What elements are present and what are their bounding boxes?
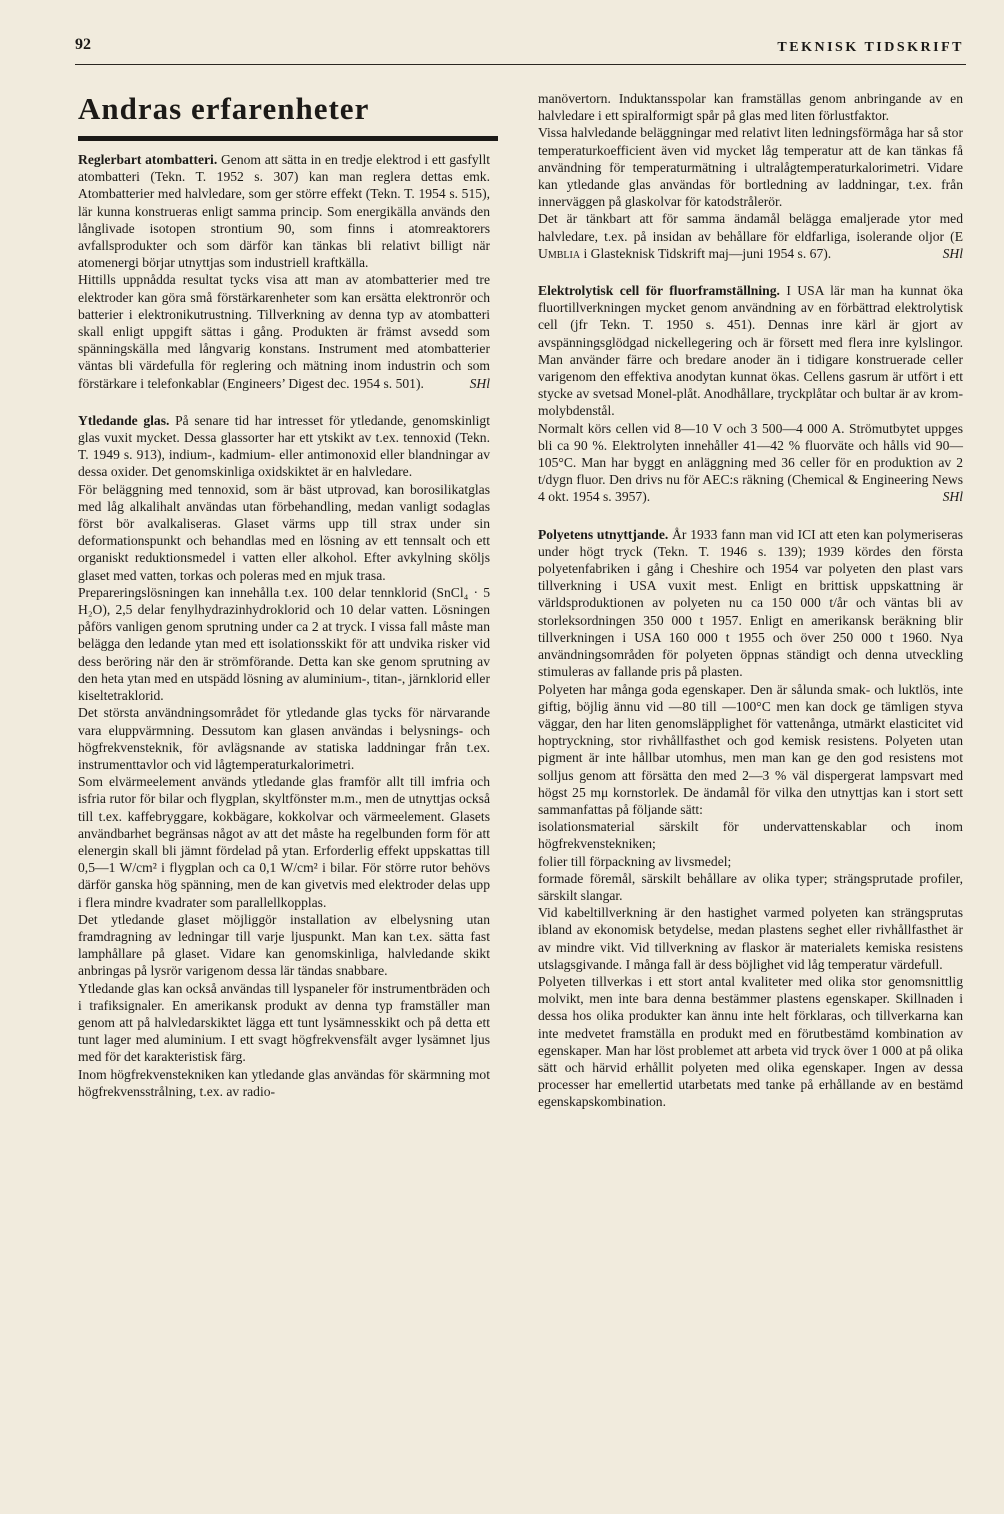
- heading-rule: [78, 136, 498, 141]
- paragraph-text: Hittills uppnådda resultat tycks visa att man av atombatterier med tre elektroder kan göra små förstärkarenheter som kan ersätta elektronrör och batterier i elektronikutrustning. Tillverkning av denna typ av atombatteri skall enligt uppgift sättas i gång. Produkten är främst avsedd som spänningskälla med långvarig konstans. Instrument med atombatterier väntas bli värdefulla för reglering och mätning inom industrin och som förstärkare i telefonkablar (Engineers’ Digest dec. 1954 s. 501).: [78, 272, 490, 391]
- journal-title: TEKNISK TIDSKRIFT: [777, 40, 964, 55]
- article-paragraph: Inom högfrekvenstekniken kan ytledande glas användas för skärmning mot högfrekvensstrålning, t.ex. av radio-: [78, 1066, 490, 1099]
- article-paragraph: Det ytledande glaset möjliggör installation av elbelysning utan framdragning av ledningar till varje ljuspunkt. Man kan t.ex. sätta fast lamphållare på glaset. Vidare kan genomskinliga, halvledande skikt anbringas på lysrör varigenom dessa lär tändas snabbare.: [78, 911, 490, 979]
- paragraph-text: På senare tid har intresset för ytledande, genomskinligt glas vuxit mycket. Dessa glassorter har ett ytskikt av t.ex. tennoxid (Tekn. T. 1949 s. 913), indium-, kadmium- eller antimonoxid eller blandningar av dessa oxider. Det genomskinliga oxidskiktet är en halvledare.: [78, 412, 491, 480]
- list-item: isolationsmaterial särskilt för undervattenskablar och inom högfrekvenstekniken;: [538, 819, 963, 852]
- list-item: formade föremål, särskilt behållare av olika typer; strängsprutade profiler, särskilt slangar.: [538, 870, 963, 903]
- paragraph-text: I USA lär man ha kunnat öka fluortillverkningen mycket genom användning av en förbättrad elektrolytisk cell (jfr Tekn. T. 1950 s. 451). Dennas inre kärl är gjort av avspänningsglödgad nickellegering och är försett med flera inre kylslingor. Man använder färre och bredare anoder än i tidigare konstruerade celler varigenom den effektiva anodytan kunnat ökas. Cellens gasrum är utfört i ett stycke av svetsad Monel-plåt. Anodhållare, tryckplåtar och bultar är av krom-molybdenstål.: [538, 283, 963, 419]
- article-paragraph: Polyeten tillverkas i ett stort antal kvaliteter med olika stor genomsnittlig molvikt, men inte bara denna bestämmer plastens egenskaper. Skillnaden i dessa hos olika produkter kan ännu inte helt förklaras, och tillverkarna kan inte medvetet framställa en produkt med en förutbestämd kombination av egenskaper. Man har löst problemet att arbeta vid tryck över 1 000 at på olika sätt och härvid erhållit polyeten med olika egenskaper. Ingen av dessa processer har emellertid utarbetats med tanke på erhållande av en bestämd egenskapskombination.: [538, 973, 963, 1110]
- list-item: folier till förpackning av livsmedel;: [538, 853, 732, 869]
- article-title-elektrolytisk-cell: Elektrolytisk cell för fluorframställning.: [538, 283, 780, 299]
- paragraph-text: Genom att sätta in en tredje elektrod i ett gasfyllt atombatteri (Tekn. T. 1952 s. 307) kan man reglera dettas emk. Atombatterier med halvledare, som ger större effekt (Tekn. T. 1954 s. 515), lär kunna konstrueras enligt samma princip. Som energikälla används den långlivade isotopen strontium 90, som finns i atomreaktorers avfallsprodukter och som därför kan tänkas bli relativt billigt när atomenergi börjar utnyttjas som industriell kraftkälla.: [78, 152, 490, 271]
- article-title-polyeten: Polyetens utnyttjande.: [538, 526, 669, 542]
- article-paragraph: Prepareringslösningen kan innehålla t.ex. 100 delar tennklorid (SnCl₄ · 5 H₂O), 2,5 delar fenylhydrazinhydroklorid och 10 delar vatten. Lösningen påförs vanligen genom sprutning under ca 2 at tryck. I vissa fall måste man belägga den ledande ytan med ett isolationsskikt för att undvika risker vid dess beröring när den är strömförande. Detta kan ske genom sprutning av den heta ytan med en utspädd lösning av aluminium-, titan-, järnklorid eller kiseltetraklorid.: [78, 584, 490, 704]
- paragraph-text: i Glasteknisk Tidskrift maj—juni 1954 s. 67).: [580, 245, 832, 261]
- paragraph-text: Normalt körs cellen vid 8—10 V och 3 500—4 000 A. Strömutbytet uppges bli ca 90 %. Elektrolyten innehåller 41—42 % fluorväte och hålls vid 90—105°C. Man har byggt en anläggning med 36 celler för en produktion av 2 t/dygn fluor. Den drivs nu för AEC:s räkning (Chemical & Engineering News 4 okt. 1954 s. 3957).: [538, 420, 963, 505]
- paragraph-text: År 1933 fann man vid ICI att eten kan polymeriseras under högt tryck (Tekn. T. 1946 s. 139); 1939 kördes den första polyetenfabriken i gång i Cheshire och 1954 var polyeten den plast vars tillverkning i USA vuxit mest. Enligt en brittisk uppskattning är världsproduktionen av polyeten nu ca 150 000 t/år och väntas bli av storleksordningen 350 000 t 1957. Enligt en amerikansk beräkning blir tillverkningen i USA 160 000 t 1955 och över 250 000 t 1960. Nya användningsområden för polyeten öppnas ständigt och denna utveckling stimuleras av fallande pris på plasten.: [538, 526, 963, 680]
- author-signature: SHl: [942, 245, 963, 261]
- article-paragraph: Polyeten har många goda egenskaper. Den är sålunda smak- och luktlös, inte giftig, böjlig ännu vid —80 till —100°C men kan dock ge tämligen styva väggar, den har liten genomsläpplighet för vattenånga, utmärkt elasticitet vid hoptryckning, stor rivhållfasthet och god kemisk resistens. Polyeten utan pigment är inte hållbar utomhus, men man kan ge den god resistens mot solljus genom att försätta den med 2—3 % väl dispergerat lampsvart med högst 25 mμ kornstorlek. De ändamål för vilka den utnyttjas kan i stort sett sammanfattas på följande sätt:: [538, 681, 963, 817]
- left-column: [78, 90, 490, 1100]
- article-paragraph: [538, 526, 963, 681]
- article-paragraph: [78, 412, 490, 481]
- author-signature: SHl: [469, 375, 490, 391]
- section-heading: Andras erfarenheter: [78, 91, 370, 126]
- paragraph-text: Det är tänkbart att för samma ändamål belägga emaljerade ytor med halvledare, t.ex. på insidan av behållare för eldfarliga, isolerande oljor (E: [538, 211, 963, 244]
- header-rule: [75, 64, 966, 65]
- author-signature: SHl: [942, 489, 963, 505]
- article-paragraph: Det största användningsområdet för ytledande glas tycks för närvarande vara eluppvärmning. Dessutom kan glasen användas i belysnings- och högfrekvensteknik, för avlägsnande av statiska laddningar från t.ex. instrumenttavlor och vid lågtemperaturkalorimetri.: [78, 705, 490, 772]
- article-paragraph: manövertorn. Induktansspolar kan framställas genom anbringande av en halvledare i ett spiralformigt spår på glas med liten förlustfaktor.: [538, 91, 963, 124]
- article-title-ytledande-glas: Ytledande glas.: [78, 412, 170, 428]
- cited-author: Umblia: [538, 245, 581, 261]
- article-paragraph: [538, 282, 963, 420]
- article-paragraph: Vid kabeltillverkning är den hastighet varmed polyeten kan strängsprutas ibland av ekonomisk betydelse, medan plastens seghet eller rivhållfasthet är av mindre vikt. Vid tillverkning av flaskor är materialets kemiska resistens utslagsgivande. I många fall är dess böjlighet vid låg temperatur värdefull.: [538, 905, 963, 972]
- article-paragraph: Vissa halvledande beläggningar med relativt liten ledningsförmåga har så stor temperaturkoefficient även vid mycket låg temperatur att de kan tänkas få användning för temperaturmätning i ultralågtemperaturkalorimetri. Vidare kan ytledande glas användas för bortledning av laddningar, t.ex. från innerväggen på glaskolvar för katodstrålerör.: [538, 125, 963, 210]
- article-paragraph: [78, 271, 490, 391]
- article-paragraph: Som elvärmeelement används ytledande glas framför allt till imfria och isfria rutor för bilar och flygplan, skyltfönster m.m., men de utnyttjas också till t.ex. kaffebryggare, kokbägare, kokkolvar och värmeelement. Glasets användbarhet begränsas något av att det måste ha regelbunden form för att elenergin skall bli jämnt fördelad på ytan. Erforderlig effekt uppskattas till 0,5—1 W/cm² i flygplan och ca 0,1 W/cm² i bilar. För större rutor behövs därför ganska hög spänning, men de kan givetvis med elektroder delas upp i flera mindre kvadrater som parallellkopplas.: [78, 774, 490, 910]
- article-paragraph: Ytledande glas kan också användas till lyspaneler för instrumentbräden och i trafiksignaler. En amerikansk produkt av denna typ framställer man genom att på halvledarskiktet lägga ett tunt lysämnesskikt och på detta ett tunt lager med aluminium. I ett svagt högfrekvensfält avger lysämnet ljus med för det karakteristisk färg.: [78, 980, 490, 1065]
- page-number: 92: [75, 36, 91, 53]
- article-paragraph: [538, 420, 963, 506]
- article-paragraph: [538, 210, 963, 262]
- article-paragraph: [78, 151, 490, 271]
- article-title-atombatteri: Reglerbart atombatteri.: [78, 152, 218, 167]
- article-paragraph: För beläggning med tennoxid, som är bäst utprovad, kan borosilikatglas med låg alkalihalt användas utan förbehandling, medan vanligt sodaglas först bör avalkaliseras. Glaset värms upp till strax under sin deformationspunkt och behandlas med en lösning av ett tennsalt och ett organiskt reduktionsmedel i vatten eller alkohol. Efter avkylning sköljs glaset med vatten, torkas och poleras med en mjuk trasa.: [78, 481, 490, 583]
- right-column: [538, 90, 963, 1111]
